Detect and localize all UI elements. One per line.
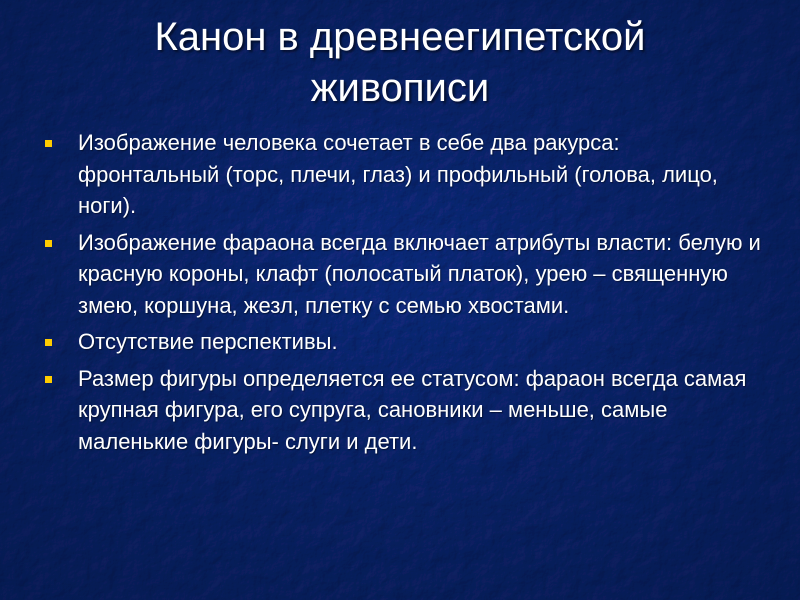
square-bullet-icon bbox=[45, 376, 52, 383]
slide-title-line-2: живописи bbox=[310, 66, 490, 110]
bullet-text: Изображение человека сочетает в себе два ракурса: фронтальный (торс, плечи, глаз) и профильный (голова, лицо, ноги). bbox=[78, 130, 718, 218]
square-bullet-icon bbox=[45, 140, 52, 147]
square-bullet-icon bbox=[45, 240, 52, 247]
slide-title-line-1: Канон в древнеегипетской bbox=[154, 15, 646, 59]
bullet-item bbox=[44, 326, 764, 358]
bullet-text: Размер фигуры определяется ее статусом: фараон всегда самая крупная фигура, его супруга, сановники – меньше, самые маленькие фигуры- слуги и дети. bbox=[78, 365, 747, 454]
bullet-item bbox=[44, 227, 764, 322]
bullet-text: Изображение фараона всегда включает атрибуты власти: белую и красную короны, клафт (полосатый платок), урею – священную змею, коршуна, жезл, плетку с семью хвостами. bbox=[78, 229, 761, 318]
slide-title bbox=[0, 12, 800, 114]
bullet-text: Отсутствие перспективы. bbox=[78, 329, 338, 354]
bullet-list bbox=[44, 127, 764, 462]
bullet-item bbox=[44, 127, 764, 222]
bullet-item bbox=[44, 363, 764, 458]
square-bullet-icon bbox=[45, 339, 52, 346]
